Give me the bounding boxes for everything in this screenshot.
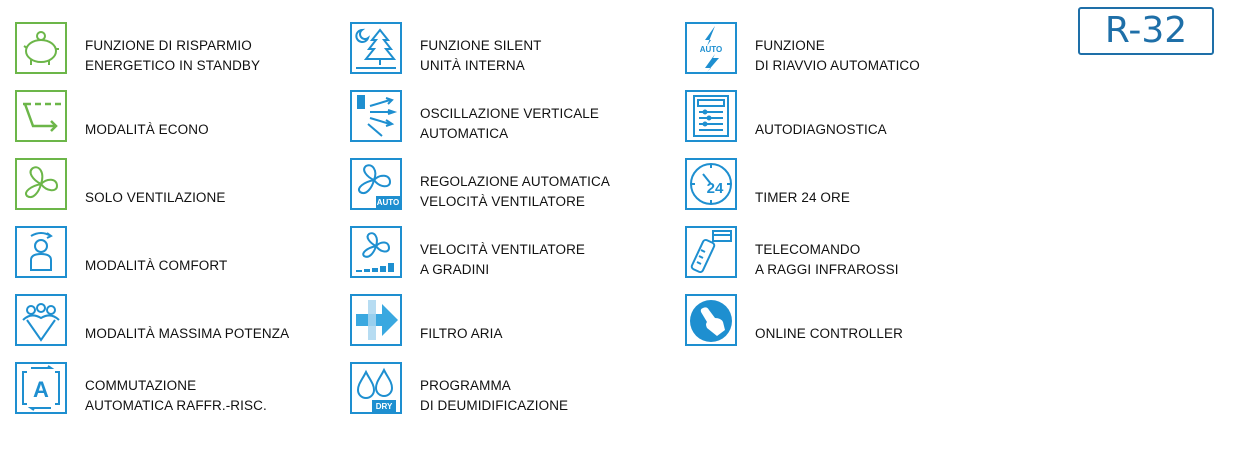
svg-text:24: 24 <box>706 180 724 197</box>
online-controller-icon <box>685 294 737 346</box>
max-power-people-icon <box>15 294 67 346</box>
remote-control-icon <box>685 226 737 278</box>
auto-restart-bolt-icon <box>685 22 737 74</box>
self-diagnosis-icon <box>685 90 737 142</box>
piggy-bank-icon <box>15 22 67 74</box>
auto-fan-icon <box>350 158 402 210</box>
svg-text:A: A <box>33 377 49 402</box>
fan-icon <box>15 158 67 210</box>
moon-tree-icon <box>350 22 402 74</box>
svg-text:DRY: DRY <box>375 402 393 411</box>
auto-switch-a-icon <box>15 362 67 414</box>
timer-24-icon <box>685 158 737 210</box>
comfort-person-icon <box>15 226 67 278</box>
dry-drops-icon <box>350 362 402 414</box>
vertical-swing-icon <box>350 90 402 142</box>
svg-text:AUTO: AUTO <box>376 198 400 207</box>
svg-text:AUTO: AUTO <box>699 45 723 54</box>
econo-arrow-icon <box>15 90 67 142</box>
stepped-fan-icon <box>350 226 402 278</box>
refrigerant-badge: R-32 <box>1078 7 1214 55</box>
air-filter-icon <box>350 294 402 346</box>
